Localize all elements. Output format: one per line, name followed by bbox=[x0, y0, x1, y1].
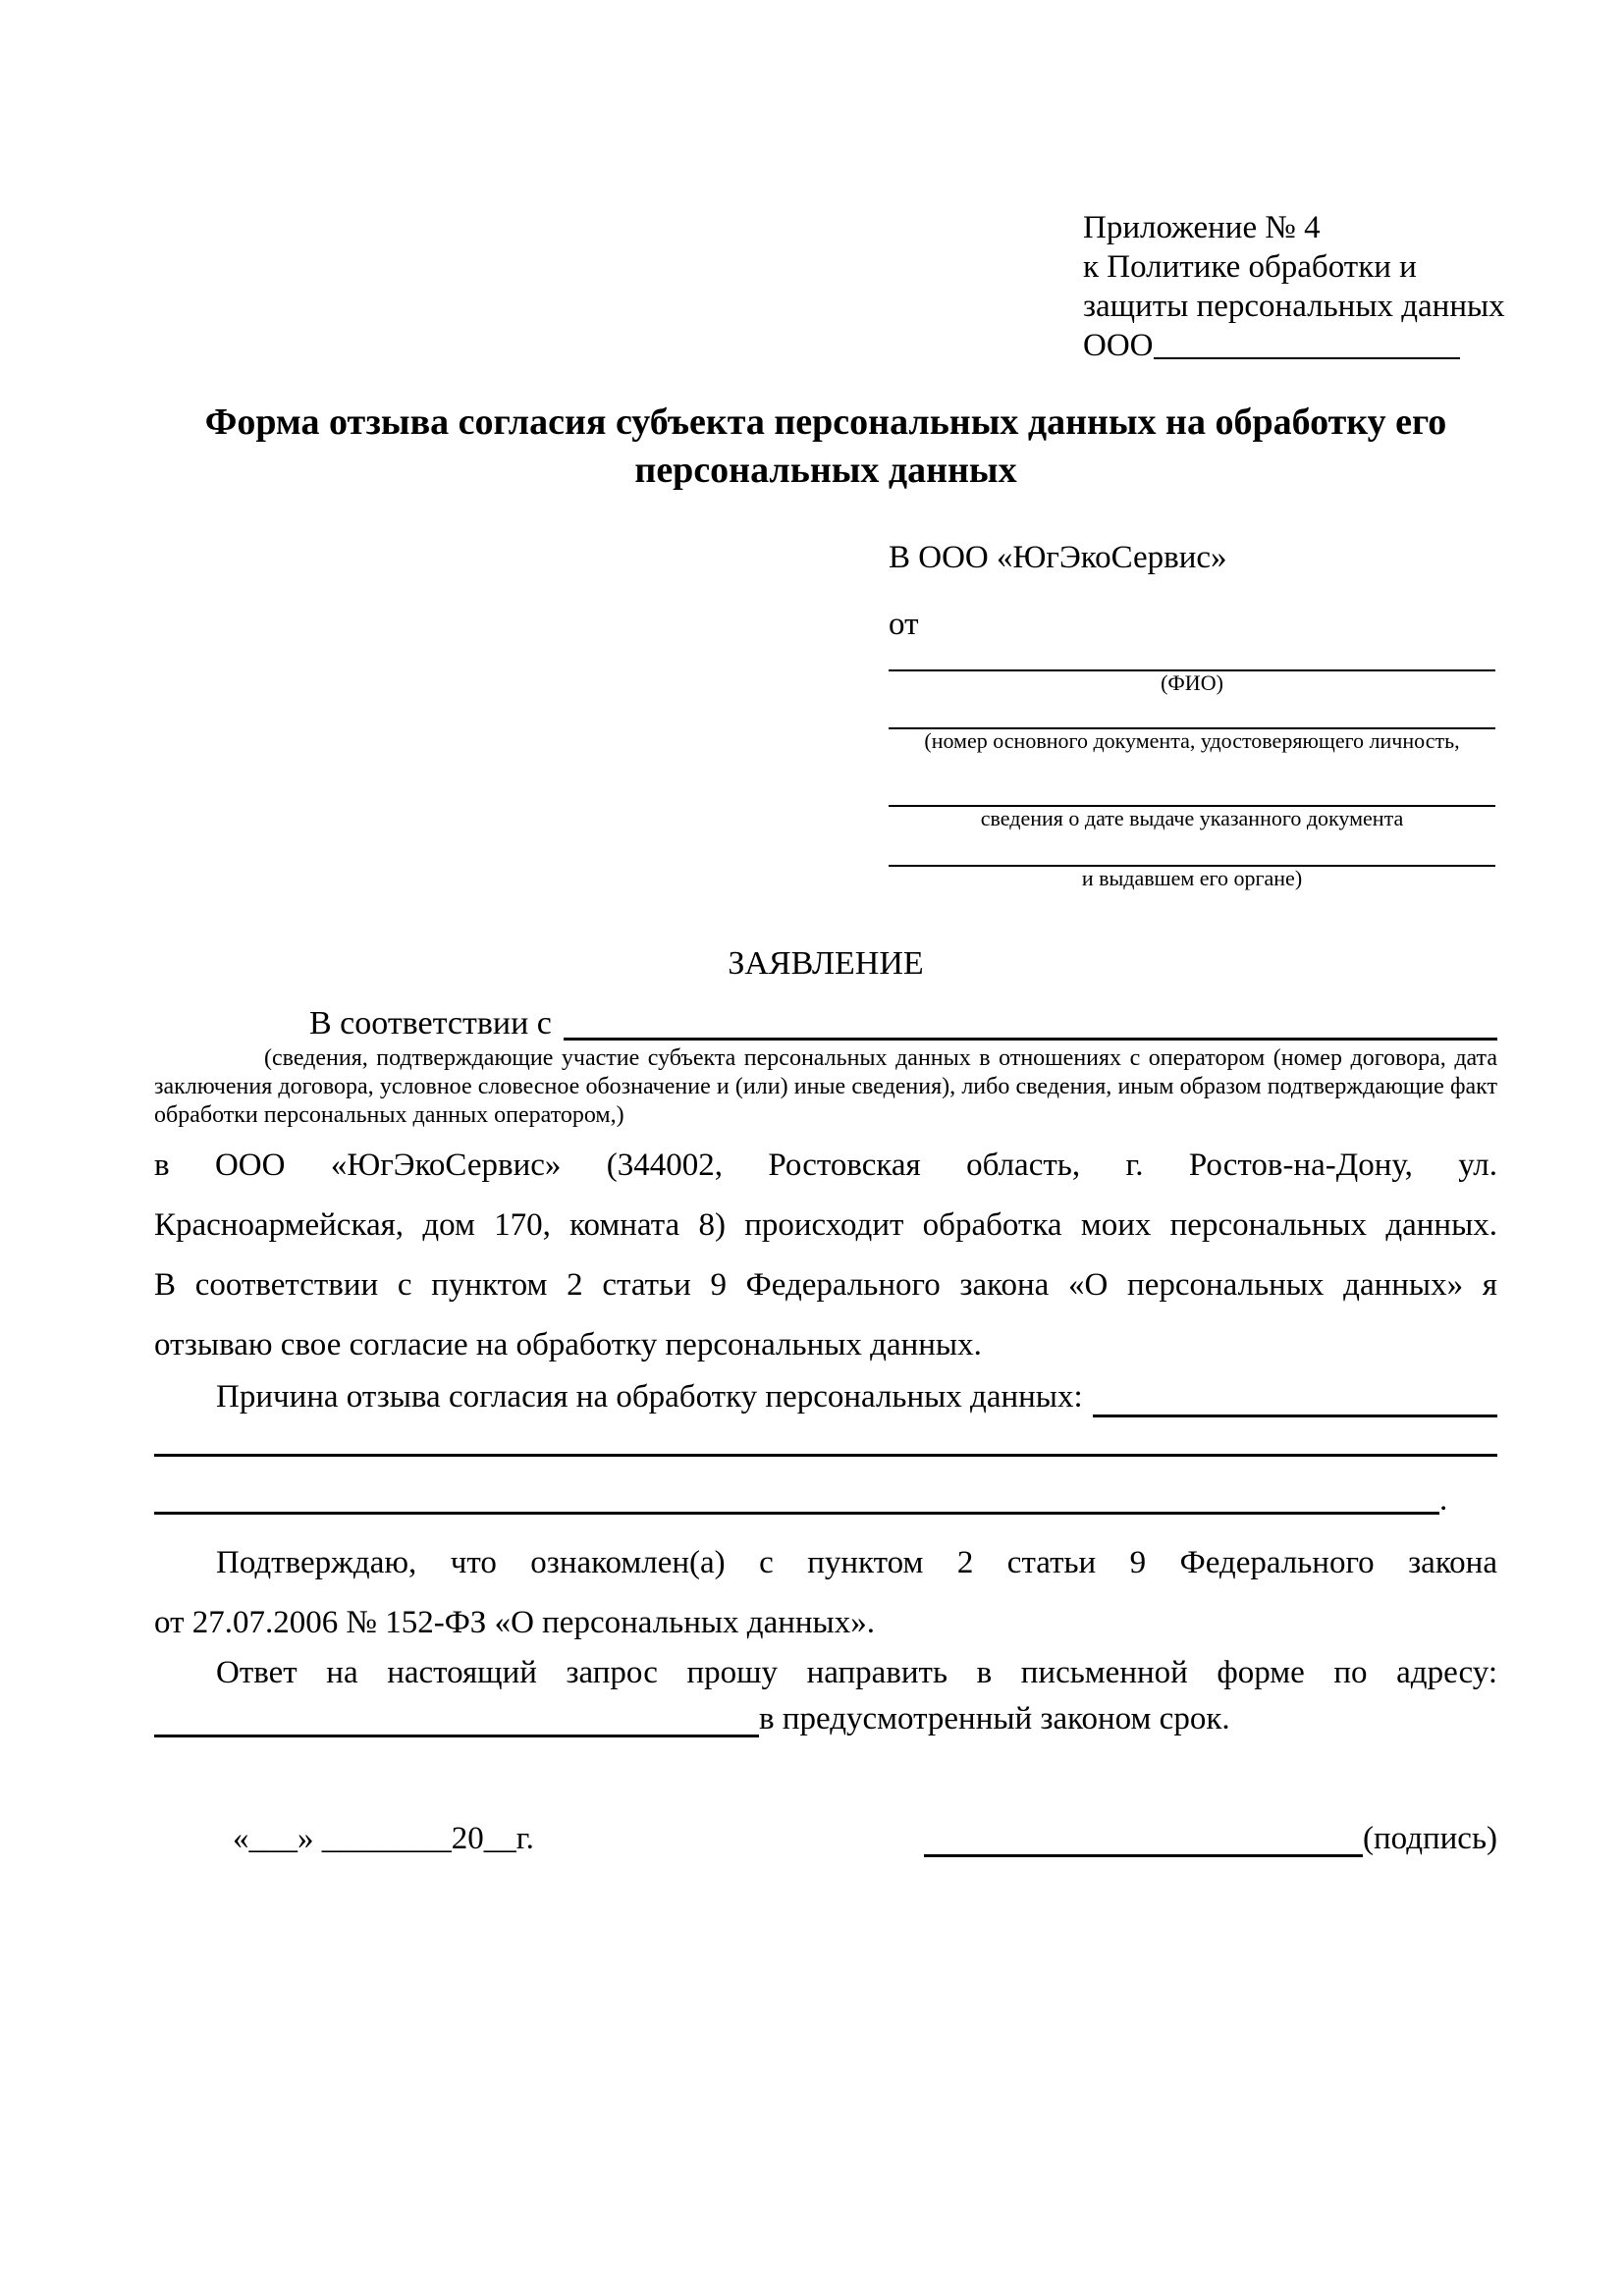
appendix-line-1: Приложение № 4 bbox=[1083, 210, 1321, 245]
signature-blank-line bbox=[924, 1820, 1363, 1857]
basis-note-line-1: (сведения, подтверждающие участие субъекта персональных данных в отношениях с оператором (номер договора, дата bbox=[264, 1045, 1497, 1071]
response-address-row bbox=[154, 1694, 1497, 1737]
fio-blank-line bbox=[889, 644, 1495, 671]
appendix-company-line bbox=[1083, 326, 1505, 365]
basis-note-line-2: заключения договора, условное словесное обозначение и (или) иные сведения), либо сведения, иным образом подтверждающие факт bbox=[154, 1074, 1497, 1099]
reason-blank-line-1 bbox=[1093, 1372, 1497, 1417]
signature-caption: (подпись) bbox=[1363, 1821, 1497, 1856]
addressee-block bbox=[889, 538, 1495, 890]
reason-label: Причина отзыва согласия на обработку персональных данных: bbox=[216, 1379, 1083, 1415]
body-paragraph bbox=[154, 1136, 1497, 1375]
accordance-blank-line bbox=[564, 1007, 1497, 1041]
statement-heading: ЗАЯВЛЕНИЕ bbox=[728, 945, 924, 982]
basis-note-line-3: обработки персональных данных оператором,) bbox=[154, 1102, 624, 1128]
appendix-line-3: защиты персональных данных bbox=[1083, 289, 1505, 324]
response-address-line: Ответ на настоящий запрос прошу направить в письменной форме по адресу: bbox=[216, 1655, 1497, 1690]
reason-blank-line-2 bbox=[154, 1454, 1497, 1457]
addressee-from-label: от bbox=[889, 607, 919, 642]
body-paragraph-line-1: в ООО «ЮгЭкоСервис» (344002, Ростовская область, г. Ростов-на-Дону, ул. bbox=[154, 1148, 1497, 1183]
confirmation-line-2: от 27.07.2006 № 152-ФЗ «О персональных данных». bbox=[154, 1605, 875, 1640]
basis-note bbox=[154, 1044, 1497, 1130]
issuing-authority-caption: и выдавшем его органе) bbox=[1081, 866, 1303, 890]
sentence-period: . bbox=[1439, 1482, 1448, 1518]
company-prefix: ООО bbox=[1083, 328, 1154, 363]
confirmation-line-1: Подтверждаю, что ознакомлен(а) с пунктом 2 статьи 9 Федерального закона bbox=[216, 1545, 1497, 1580]
body-paragraph-line-4: отзываю свое согласие на обработку персональных данных. bbox=[154, 1327, 982, 1362]
accordance-row bbox=[154, 1007, 1497, 1041]
body-paragraph-line-3: В соответствии с пунктом 2 статьи 9 Федерального закона «О персональных данных» я bbox=[154, 1267, 1497, 1303]
reason-row bbox=[154, 1372, 1497, 1417]
issuing-authority-blank-line bbox=[889, 830, 1495, 867]
reason-blank-row-3 bbox=[154, 1472, 1497, 1518]
response-address-blank-line bbox=[154, 1694, 759, 1737]
footer-row bbox=[154, 1820, 1497, 1857]
appendix-line-2: к Политике обработки и bbox=[1083, 249, 1417, 285]
date-line: «___» ________20__г. bbox=[233, 1821, 534, 1856]
doc-number-caption: (номер основного документа, удостоверяющего личность, bbox=[924, 728, 1460, 753]
issue-date-caption: сведения о дате выдаче указанного документа bbox=[980, 806, 1404, 830]
fio-caption: (ФИО) bbox=[1161, 670, 1223, 695]
issue-date-blank-line bbox=[889, 753, 1495, 807]
company-name-blank-line bbox=[1154, 352, 1460, 359]
accordance-prefix: В соответствии с bbox=[309, 1005, 552, 1041]
confirmation-paragraph bbox=[154, 1533, 1497, 1653]
document-title: Форма отзыва согласия субъекта персональных данных на обработку его персональных данных bbox=[204, 401, 1447, 491]
body-paragraph-line-2: Красноармейская, дом 170, комната 8) происходит обработка моих персональных данных. bbox=[154, 1207, 1497, 1243]
addressee-company: В ООО «ЮгЭкоСервис» bbox=[889, 540, 1227, 575]
appendix-block bbox=[1083, 208, 1505, 365]
reason-blank-line-3 bbox=[154, 1472, 1439, 1515]
doc-number-blank-line bbox=[889, 695, 1495, 729]
response-deadline-text: в предусмотренный законом срок. bbox=[759, 1701, 1230, 1736]
